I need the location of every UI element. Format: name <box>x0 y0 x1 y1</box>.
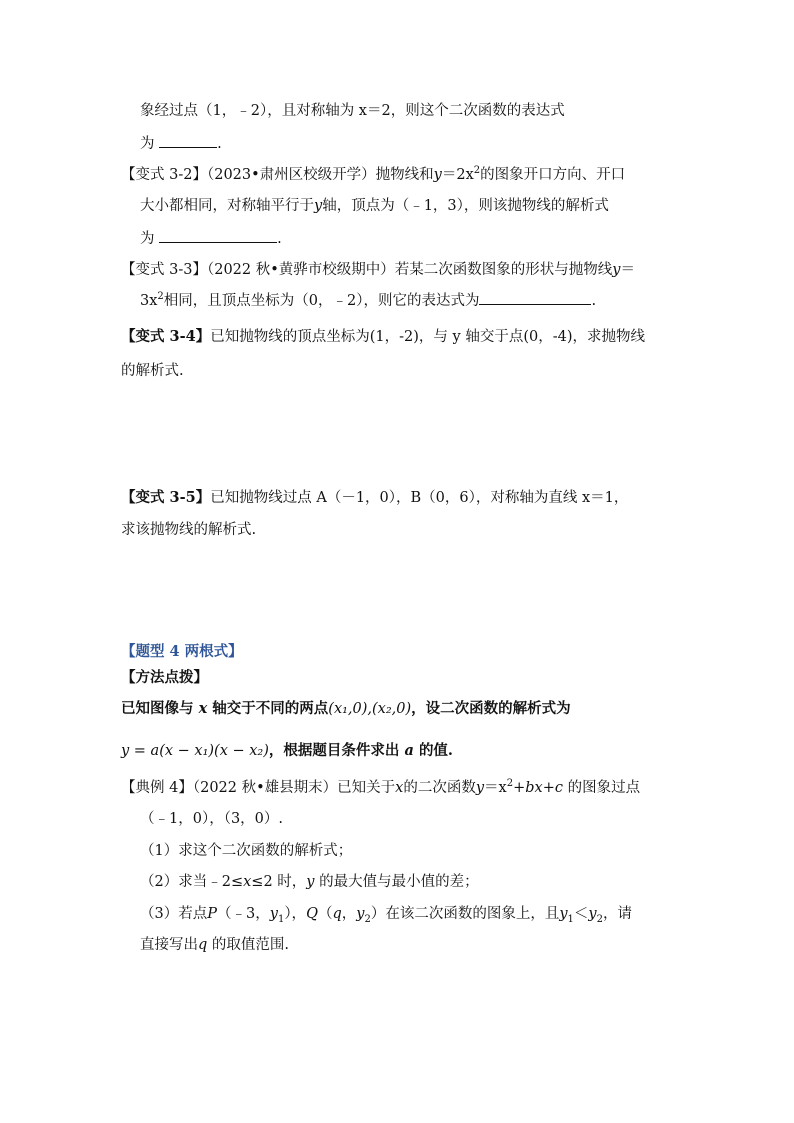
text: 的图象过点 <box>567 780 641 796</box>
text: ）， <box>284 906 307 922</box>
text-line <box>140 101 565 121</box>
text: 的最大值与最小值的差； <box>319 874 479 890</box>
text: ≤2 时， <box>251 874 307 890</box>
text: ，根据题目条件求出 <box>268 742 400 759</box>
text: 已知图像与 <box>121 700 194 717</box>
exponent: 2 <box>473 165 481 177</box>
subscript: 1 <box>567 913 574 925</box>
variant-3-5-line2 <box>121 520 256 540</box>
text: 求该抛物线的解析式. <box>121 522 257 538</box>
example-4-line2 <box>140 809 283 829</box>
text: 为 <box>140 231 155 247</box>
text: （2023•肃州区校级开学）抛物线和 <box>206 167 434 183</box>
text: 已知抛物线的顶点坐标为(1，-2)，与 y 轴交于点(0，-4)，求抛物线 <box>210 329 645 345</box>
example-4-q3-cont <box>140 935 289 955</box>
text: （2022 秋•雄县期末）已知关于 <box>192 780 396 796</box>
text: 3x <box>140 293 158 309</box>
subscript: 2 <box>596 913 603 925</box>
text: 的取值范围. <box>211 937 290 953</box>
variant-3-2-line1 <box>121 165 625 185</box>
exponent: 2 <box>506 778 514 790</box>
text: ＜ <box>573 906 589 922</box>
variant-3-2-line3: 为 . <box>140 228 282 249</box>
question-tag: 【变式 3-2】 <box>121 167 207 183</box>
section-title <box>121 642 243 662</box>
text: ，请 <box>602 906 632 922</box>
math-var: y <box>433 167 442 183</box>
text: 轴，顶点为（﹣1，3），则该抛物线的解析式 <box>322 198 609 214</box>
text: （﹣3， <box>217 906 270 922</box>
math-var: y <box>356 906 365 922</box>
text: ＝x <box>484 780 507 796</box>
method-heading <box>121 668 208 688</box>
text: 大小都相同，对称轴平行于 <box>140 198 314 214</box>
variant-3-2-line2 <box>140 196 609 216</box>
math-expression: +bx+c <box>513 780 563 796</box>
math-var: P <box>207 906 217 922</box>
method-line1 <box>121 699 571 719</box>
question-tag: 【典例 4】 <box>121 780 193 796</box>
text: ， <box>341 906 357 922</box>
math-var: y <box>588 906 597 922</box>
text: （﹣1，0），（3，0）. <box>140 811 284 827</box>
text: （2）求当﹣2≤ <box>140 874 244 890</box>
math-var: y <box>269 906 278 922</box>
answer-blank <box>159 133 217 148</box>
example-4-q3 <box>140 904 632 924</box>
text: ＝2x <box>441 167 474 183</box>
variant-3-4-line1 <box>121 327 645 347</box>
text: 象经过点（1，﹣2），且对称轴为 x＝2，则这个二次函数的表达式 <box>140 103 565 119</box>
exponent: 2 <box>157 291 164 303</box>
text: ，设二次函数的解析式为 <box>411 700 571 717</box>
math-expression: y = a(x − x₁)(x − x₂) <box>121 743 269 759</box>
math-var: x <box>198 700 208 717</box>
text: 为 <box>140 136 155 152</box>
variant-3-3-line1 <box>121 260 635 280</box>
math-var: x <box>243 874 252 890</box>
text: 轴交于不同的两点 <box>212 700 329 717</box>
question-tag: 【变式 3-3】 <box>121 262 207 278</box>
math-var: y <box>306 874 315 890</box>
math-var: y <box>612 262 621 278</box>
text: （ <box>317 906 333 922</box>
example-4-q2 <box>140 872 479 892</box>
text: 的图象开口方向、开口 <box>480 167 626 183</box>
math-var: y <box>475 780 485 796</box>
text: ＝ <box>620 262 635 278</box>
text: 的二次函数 <box>403 780 476 796</box>
text: （2022 秋•黄骅市校级期中）若某二次函数图象的形状与抛物线 <box>206 262 613 278</box>
answer-blank <box>479 290 591 305</box>
text: 的解析式. <box>121 363 184 379</box>
text: 直接写出 <box>140 937 198 953</box>
text: ）在该二次函数的图象上，且 <box>370 906 560 922</box>
math-var: q <box>198 937 208 953</box>
math-var: a <box>404 742 414 759</box>
math-var: y <box>559 906 568 922</box>
text: （3）若点 <box>140 906 208 922</box>
math-var: x <box>395 780 404 796</box>
text: （1）求这个二次函数的解析式； <box>140 843 353 859</box>
example-4-line1 <box>121 778 640 798</box>
math-var: Q <box>306 906 318 922</box>
text-line: 为 . <box>140 133 222 154</box>
text: 的值. <box>418 742 453 759</box>
subscript: 1 <box>277 913 285 925</box>
math-var: y <box>314 198 323 214</box>
math-expression: (x₁,0),(x₂,0) <box>328 701 412 717</box>
text: 【方法点拨】 <box>121 669 208 686</box>
question-tag: 【变式 3-4】 <box>121 328 211 345</box>
text: 已知抛物线过点 A（－1，0），B（0，6），对称轴为直线 x＝1， <box>210 490 629 506</box>
variant-3-5-line1 <box>121 488 628 508</box>
text: 相同，且顶点坐标为（0，﹣2），则它的表达式为 <box>163 293 480 309</box>
variant-3-4-line2 <box>121 361 184 381</box>
method-line2 <box>121 741 453 761</box>
subscript: 2 <box>364 913 371 925</box>
text: 【题型 4 两根式】 <box>121 643 243 660</box>
math-var: q <box>332 906 342 922</box>
variant-3-3-line2: $3x^2$相同，且顶点坐标为（0，﹣2），则它的表达式为 . <box>140 291 597 309</box>
question-tag: 【变式 3-5】 <box>121 489 211 506</box>
example-4-q1 <box>140 841 352 861</box>
answer-blank <box>159 228 277 243</box>
